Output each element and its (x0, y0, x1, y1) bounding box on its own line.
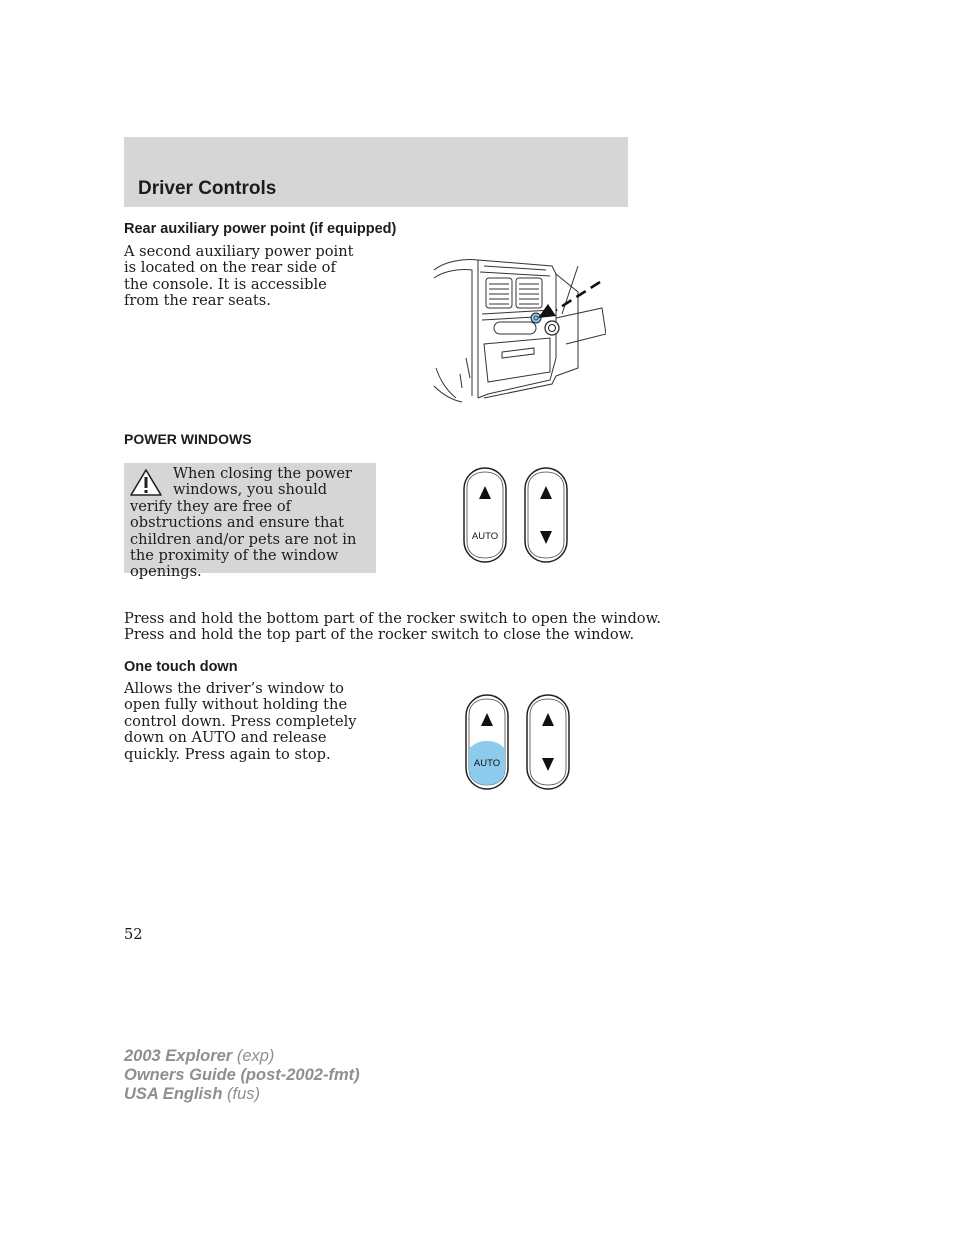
one-touch-body: Allows the driver’s window to open fully without holding the control down. Press completely down on AUTO and release quickly. Press again to stop. (124, 680, 357, 763)
document-footer (124, 1047, 360, 1104)
footer-language-code: (fus) (227, 1085, 260, 1103)
rear-console-illustration (432, 248, 606, 404)
instructions-close: Press and hold the top part of the rocker switch to close the window. (124, 626, 635, 643)
footer-model: 2003 Explorer (124, 1047, 233, 1065)
aux-power-heading: Rear auxiliary power point (if equipped) (124, 221, 397, 237)
warning-text-block (130, 466, 370, 581)
footer-model-code: (exp) (236, 1047, 275, 1065)
footer-language: USA English (124, 1085, 223, 1103)
instructions-open: Press and hold the bottom part of the rocker switch to open the window. (124, 610, 661, 627)
window-switch-right (527, 695, 569, 789)
one-touch-switch-diagram (462, 691, 576, 793)
footer-guide: Owners Guide (post-2002-fmt) (124, 1066, 360, 1084)
page-number: 52 (124, 926, 143, 943)
window-switch-left (464, 468, 506, 562)
warning-text: When closing the power windows, you should verify they are free of obstructions and ensure that children and/or pets are not in the proximity of the window openings. (130, 465, 357, 581)
power-windows-heading: POWER WINDOWS (124, 431, 252, 447)
auto-label: AUTO (473, 758, 501, 769)
aux-power-body: A second auxiliary power point is located on the rear side of the console. It is accessible from the rear seats. (124, 243, 354, 310)
one-touch-heading: One touch down (124, 659, 238, 675)
window-switch-right (525, 468, 567, 562)
auto-label: AUTO (471, 531, 499, 542)
window-switch-diagram (460, 464, 574, 566)
section-title: Driver Controls (138, 178, 277, 199)
